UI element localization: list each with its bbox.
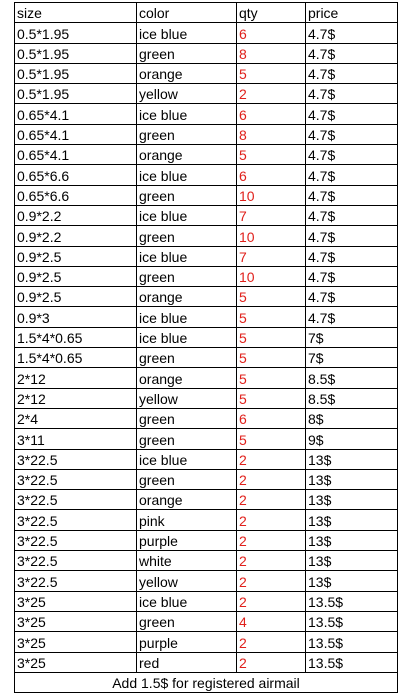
- cell-price: 4.7$: [306, 287, 398, 307]
- table-header-row: [15, 3, 398, 23]
- cell-qty: 4: [237, 611, 306, 631]
- cell-size: 3*11: [15, 429, 137, 449]
- cell-color: ice blue: [137, 23, 237, 43]
- cell-price: 13$: [306, 490, 398, 510]
- cell-size: 0.9*2.5: [15, 287, 137, 307]
- table-row: [15, 266, 398, 286]
- table-row: [15, 510, 398, 530]
- table-row: [15, 185, 398, 205]
- table-row: [15, 124, 398, 144]
- price-table-body: [15, 3, 398, 693]
- cell-price: 13.5$: [306, 591, 398, 611]
- cell-size: 3*25: [15, 591, 137, 611]
- cell-size: 0.9*2.2: [15, 226, 137, 246]
- cell-color: ice blue: [137, 449, 237, 469]
- cell-color: green: [137, 185, 237, 205]
- table-row: [15, 348, 398, 368]
- cell-qty: 2: [237, 84, 306, 104]
- cell-size: 3*22.5: [15, 510, 137, 530]
- table-row: [15, 530, 398, 550]
- table-row: [15, 490, 398, 510]
- header-color: color: [137, 3, 237, 23]
- cell-qty: 10: [237, 226, 306, 246]
- table-row: [15, 165, 398, 185]
- cell-qty: 6: [237, 104, 306, 124]
- cell-price: 13$: [306, 530, 398, 550]
- cell-color: ice blue: [137, 307, 237, 327]
- cell-price: 4.7$: [306, 43, 398, 63]
- cell-qty: 2: [237, 449, 306, 469]
- cell-price: 7$: [306, 348, 398, 368]
- cell-qty: 7: [237, 246, 306, 266]
- price-table: [14, 2, 398, 693]
- table-row: [15, 469, 398, 489]
- cell-size: 0.65*6.6: [15, 165, 137, 185]
- table-row: [15, 429, 398, 449]
- cell-qty: 5: [237, 63, 306, 83]
- cell-size: 3*25: [15, 632, 137, 652]
- cell-size: 0.9*3: [15, 307, 137, 327]
- cell-qty: 5: [237, 287, 306, 307]
- cell-color: ice blue: [137, 591, 237, 611]
- cell-color: green: [137, 408, 237, 428]
- table-row: [15, 632, 398, 652]
- cell-qty: 2: [237, 551, 306, 571]
- cell-qty: 5: [237, 388, 306, 408]
- cell-qty: 2: [237, 652, 306, 672]
- cell-price: 4.7$: [306, 63, 398, 83]
- cell-size: 2*12: [15, 368, 137, 388]
- cell-size: 0.5*1.95: [15, 23, 137, 43]
- cell-qty: 2: [237, 632, 306, 652]
- table-row: [15, 43, 398, 63]
- cell-price: 4.7$: [306, 84, 398, 104]
- cell-color: yellow: [137, 388, 237, 408]
- table-row: [15, 307, 398, 327]
- table-row: [15, 591, 398, 611]
- cell-price: 13.5$: [306, 652, 398, 672]
- cell-size: 3*22.5: [15, 571, 137, 591]
- cell-size: 1.5*4*0.65: [15, 327, 137, 347]
- cell-price: 8$: [306, 408, 398, 428]
- cell-qty: 6: [237, 165, 306, 185]
- header-qty: qty: [237, 3, 306, 23]
- cell-color: yellow: [137, 571, 237, 591]
- cell-qty: 8: [237, 124, 306, 144]
- table-row: [15, 287, 398, 307]
- cell-size: 0.9*2.5: [15, 266, 137, 286]
- cell-price: 13.5$: [306, 611, 398, 631]
- cell-qty: 7: [237, 205, 306, 225]
- cell-color: ice blue: [137, 246, 237, 266]
- cell-qty: 5: [237, 348, 306, 368]
- cell-qty: 8: [237, 43, 306, 63]
- shipping-note: Add 1.5$ for registered airmail: [15, 672, 398, 692]
- cell-color: green: [137, 348, 237, 368]
- cell-price: 4.7$: [306, 226, 398, 246]
- cell-price: 8.5$: [306, 368, 398, 388]
- cell-color: orange: [137, 145, 237, 165]
- cell-size: 3*22.5: [15, 530, 137, 550]
- cell-price: 4.7$: [306, 246, 398, 266]
- cell-color: green: [137, 124, 237, 144]
- cell-qty: 5: [237, 327, 306, 347]
- cell-qty: 6: [237, 23, 306, 43]
- table-row: [15, 246, 398, 266]
- cell-color: green: [137, 43, 237, 63]
- cell-qty: 2: [237, 469, 306, 489]
- cell-price: 4.7$: [306, 266, 398, 286]
- cell-price: 4.7$: [306, 145, 398, 165]
- table-footer-row: [15, 672, 398, 692]
- cell-size: 0.5*1.95: [15, 84, 137, 104]
- cell-color: green: [137, 429, 237, 449]
- cell-qty: 2: [237, 510, 306, 530]
- cell-price: 4.7$: [306, 23, 398, 43]
- cell-color: ice blue: [137, 104, 237, 124]
- cell-qty: 10: [237, 185, 306, 205]
- table-row: [15, 368, 398, 388]
- cell-qty: 5: [237, 368, 306, 388]
- cell-color: pink: [137, 510, 237, 530]
- table-row: [15, 205, 398, 225]
- cell-color: orange: [137, 63, 237, 83]
- table-row: [15, 611, 398, 631]
- cell-size: 1.5*4*0.65: [15, 348, 137, 368]
- cell-color: green: [137, 469, 237, 489]
- cell-qty: 10: [237, 266, 306, 286]
- cell-color: purple: [137, 530, 237, 550]
- cell-price: 13$: [306, 449, 398, 469]
- cell-price: 4.7$: [306, 104, 398, 124]
- table-row: [15, 226, 398, 246]
- table-row: [15, 449, 398, 469]
- cell-qty: 2: [237, 591, 306, 611]
- cell-price: 4.7$: [306, 165, 398, 185]
- cell-price: 9$: [306, 429, 398, 449]
- cell-size: 3*22.5: [15, 449, 137, 469]
- cell-color: yellow: [137, 84, 237, 104]
- cell-color: green: [137, 611, 237, 631]
- cell-color: orange: [137, 287, 237, 307]
- cell-size: 3*22.5: [15, 469, 137, 489]
- cell-color: orange: [137, 490, 237, 510]
- cell-size: 3*25: [15, 611, 137, 631]
- table-row: [15, 63, 398, 83]
- cell-price: 13$: [306, 510, 398, 530]
- cell-price: 4.7$: [306, 205, 398, 225]
- table-row: [15, 104, 398, 124]
- cell-price: 4.7$: [306, 185, 398, 205]
- cell-color: red: [137, 652, 237, 672]
- header-price: price: [306, 3, 398, 23]
- table-row: [15, 145, 398, 165]
- table-row: [15, 84, 398, 104]
- cell-price: 7$: [306, 327, 398, 347]
- table-row: [15, 652, 398, 672]
- cell-qty: 2: [237, 490, 306, 510]
- cell-size: 2*4: [15, 408, 137, 428]
- cell-size: 3*25: [15, 652, 137, 672]
- cell-qty: 5: [237, 307, 306, 327]
- cell-price: 8.5$: [306, 388, 398, 408]
- cell-size: 3*22.5: [15, 551, 137, 571]
- cell-size: 0.9*2.5: [15, 246, 137, 266]
- table-row: [15, 327, 398, 347]
- header-size: size: [15, 3, 137, 23]
- cell-size: 0.5*1.95: [15, 43, 137, 63]
- cell-color: orange: [137, 368, 237, 388]
- cell-color: ice blue: [137, 205, 237, 225]
- table-row: [15, 551, 398, 571]
- cell-color: ice blue: [137, 165, 237, 185]
- cell-color: green: [137, 266, 237, 286]
- cell-color: purple: [137, 632, 237, 652]
- cell-size: 3*22.5: [15, 490, 137, 510]
- cell-size: 0.65*6.6: [15, 185, 137, 205]
- cell-color: white: [137, 551, 237, 571]
- cell-price: 13$: [306, 469, 398, 489]
- table-row: [15, 571, 398, 591]
- cell-qty: 2: [237, 530, 306, 550]
- cell-price: 13.5$: [306, 632, 398, 652]
- cell-color: ice blue: [137, 327, 237, 347]
- table-row: [15, 408, 398, 428]
- cell-color: green: [137, 226, 237, 246]
- cell-size: 0.65*4.1: [15, 124, 137, 144]
- cell-size: 0.5*1.95: [15, 63, 137, 83]
- cell-size: 0.65*4.1: [15, 104, 137, 124]
- cell-price: 4.7$: [306, 307, 398, 327]
- cell-qty: 6: [237, 408, 306, 428]
- table-row: [15, 23, 398, 43]
- cell-size: 0.9*2.2: [15, 205, 137, 225]
- cell-qty: 2: [237, 571, 306, 591]
- cell-size: 0.65*4.1: [15, 145, 137, 165]
- cell-price: 13$: [306, 551, 398, 571]
- cell-qty: 5: [237, 145, 306, 165]
- cell-price: 13$: [306, 571, 398, 591]
- cell-size: 2*12: [15, 388, 137, 408]
- table-row: [15, 388, 398, 408]
- cell-qty: 5: [237, 429, 306, 449]
- cell-price: 4.7$: [306, 124, 398, 144]
